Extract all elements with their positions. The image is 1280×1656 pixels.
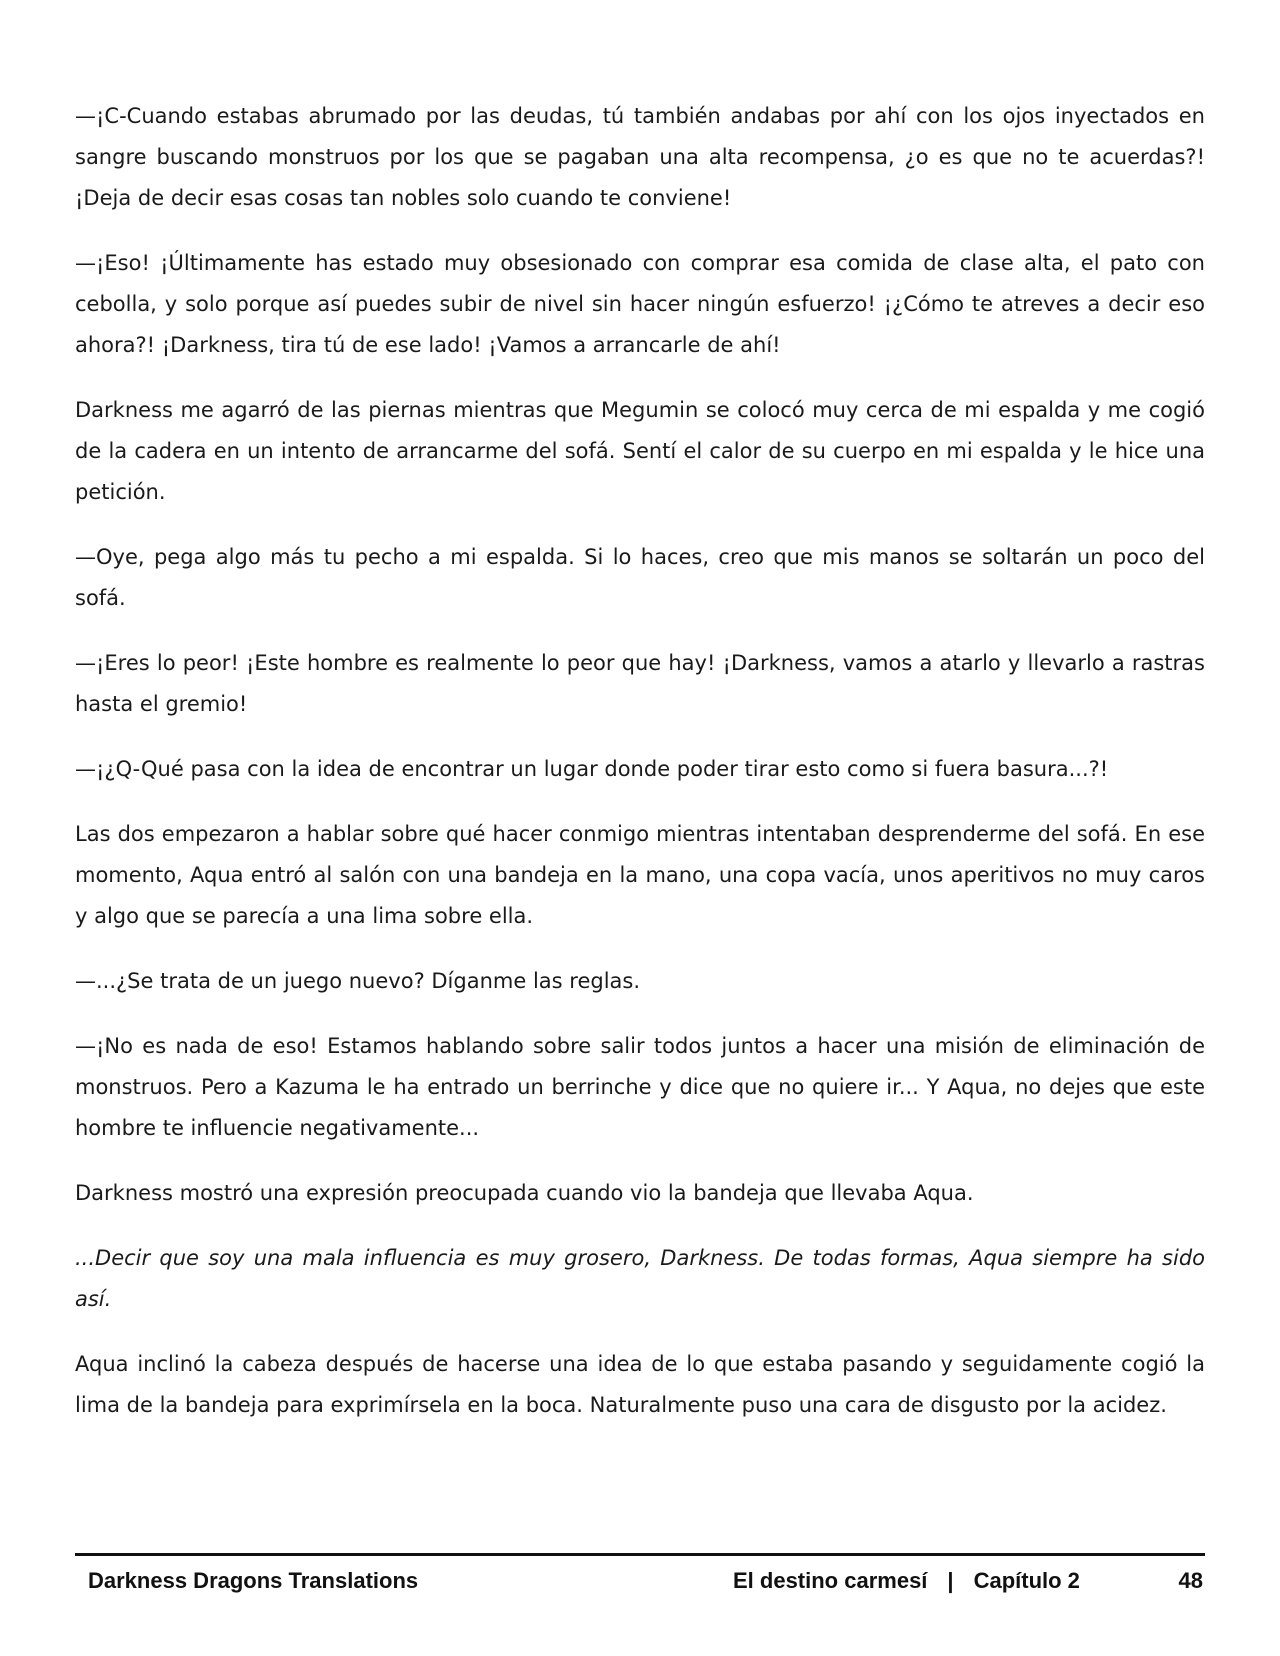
footer-book-title: El destino carmesí: [733, 1568, 928, 1593]
paragraph-8: —...¿Se trata de un juego nuevo? Díganme las reglas.: [75, 969, 641, 993]
paragraph-5: —¡Eres lo peor! ¡Este hombre es realmente lo peor que hay! ¡Darkness, vamos a atarlo y llevarlo a rastras hasta el gremio!: [75, 651, 1205, 716]
paragraph-6: —¡¿Q-Qué pasa con la idea de encontrar un lugar donde poder tirar esto como si fuera basura...?!: [75, 757, 1109, 781]
paragraph-10: Darkness mostró una expresión preocupada cuando vio la bandeja que llevaba Aqua.: [75, 1181, 974, 1205]
paragraph-3: Darkness me agarró de las piernas mientras que Megumin se colocó muy cerca de mi espalda y me cogió de la cadera en un intento de arrancarme del sofá. Sentí el calor de su cuerpo en mi espalda y le hice una petición.: [75, 398, 1205, 504]
page-footer: [75, 1553, 1205, 1602]
paragraph-12: Aqua inclinó la cabeza después de hacerse una idea de lo que estaba pasando y seguidamente cogió la lima de la bandeja para exprimírsela en la boca. Naturalmente puso una cara de disgusto por la acidez.: [75, 1352, 1205, 1417]
paragraph-7: Las dos empezaron a hablar sobre qué hacer conmigo mientras intentaban desprenderme del sofá. En ese momento, Aqua entró al salón con una bandeja en la mano, una copa vacía, unos aperitivos no muy caros y algo que se parecía a una lima sobre ella.: [75, 822, 1205, 928]
paragraph-9: —¡No es nada de eso! Estamos hablando sobre salir todos juntos a hacer una misión de eliminación de monstruos. Pero a Kazuma le ha entrado un berrinche y dice que no quiere ir... Y Aqua, no dejes que este hombre te influencie negativamente...: [75, 1034, 1205, 1140]
page-body: [75, 96, 1205, 1450]
paragraph-2: —¡Eso! ¡Últimamente has estado muy obsesionado con comprar esa comida de clase alta, el pato con cebolla, y solo porque así puedes subir de nivel sin hacer ningún esfuerzo! ¡¿Cómo te atreves a decir eso ahora?! ¡Darkness, tira tú de ese lado! ¡Vamos a arrancarle de ahí!: [75, 251, 1205, 357]
paragraph-11-italic: ...Decir que soy una mala influencia es muy grosero, Darkness. De todas formas, Aqua siempre ha sido así.: [75, 1246, 1205, 1311]
paragraph-4: —Oye, pega algo más tu pecho a mi espalda. Si lo haces, creo que mis manos se soltarán un poco del sofá.: [75, 545, 1205, 610]
footer-book-chapter: [733, 1568, 1080, 1594]
footer-page-number: 48: [1178, 1568, 1203, 1593]
paragraph-1: —¡C-Cuando estabas abrumado por las deudas, tú también andabas por ahí con los ojos inyectados en sangre buscando monstruos por los que se pagaban una alta recompensa, ¿o es que no te acuerdas?! ¡Deja de decir esas cosas tan nobles solo cuando te conviene!: [75, 104, 1205, 210]
footer-chapter: Capítulo 2: [973, 1568, 1080, 1593]
footer-separator: |: [947, 1568, 954, 1593]
footer-publisher: Darkness Dragons Translations: [88, 1568, 419, 1593]
